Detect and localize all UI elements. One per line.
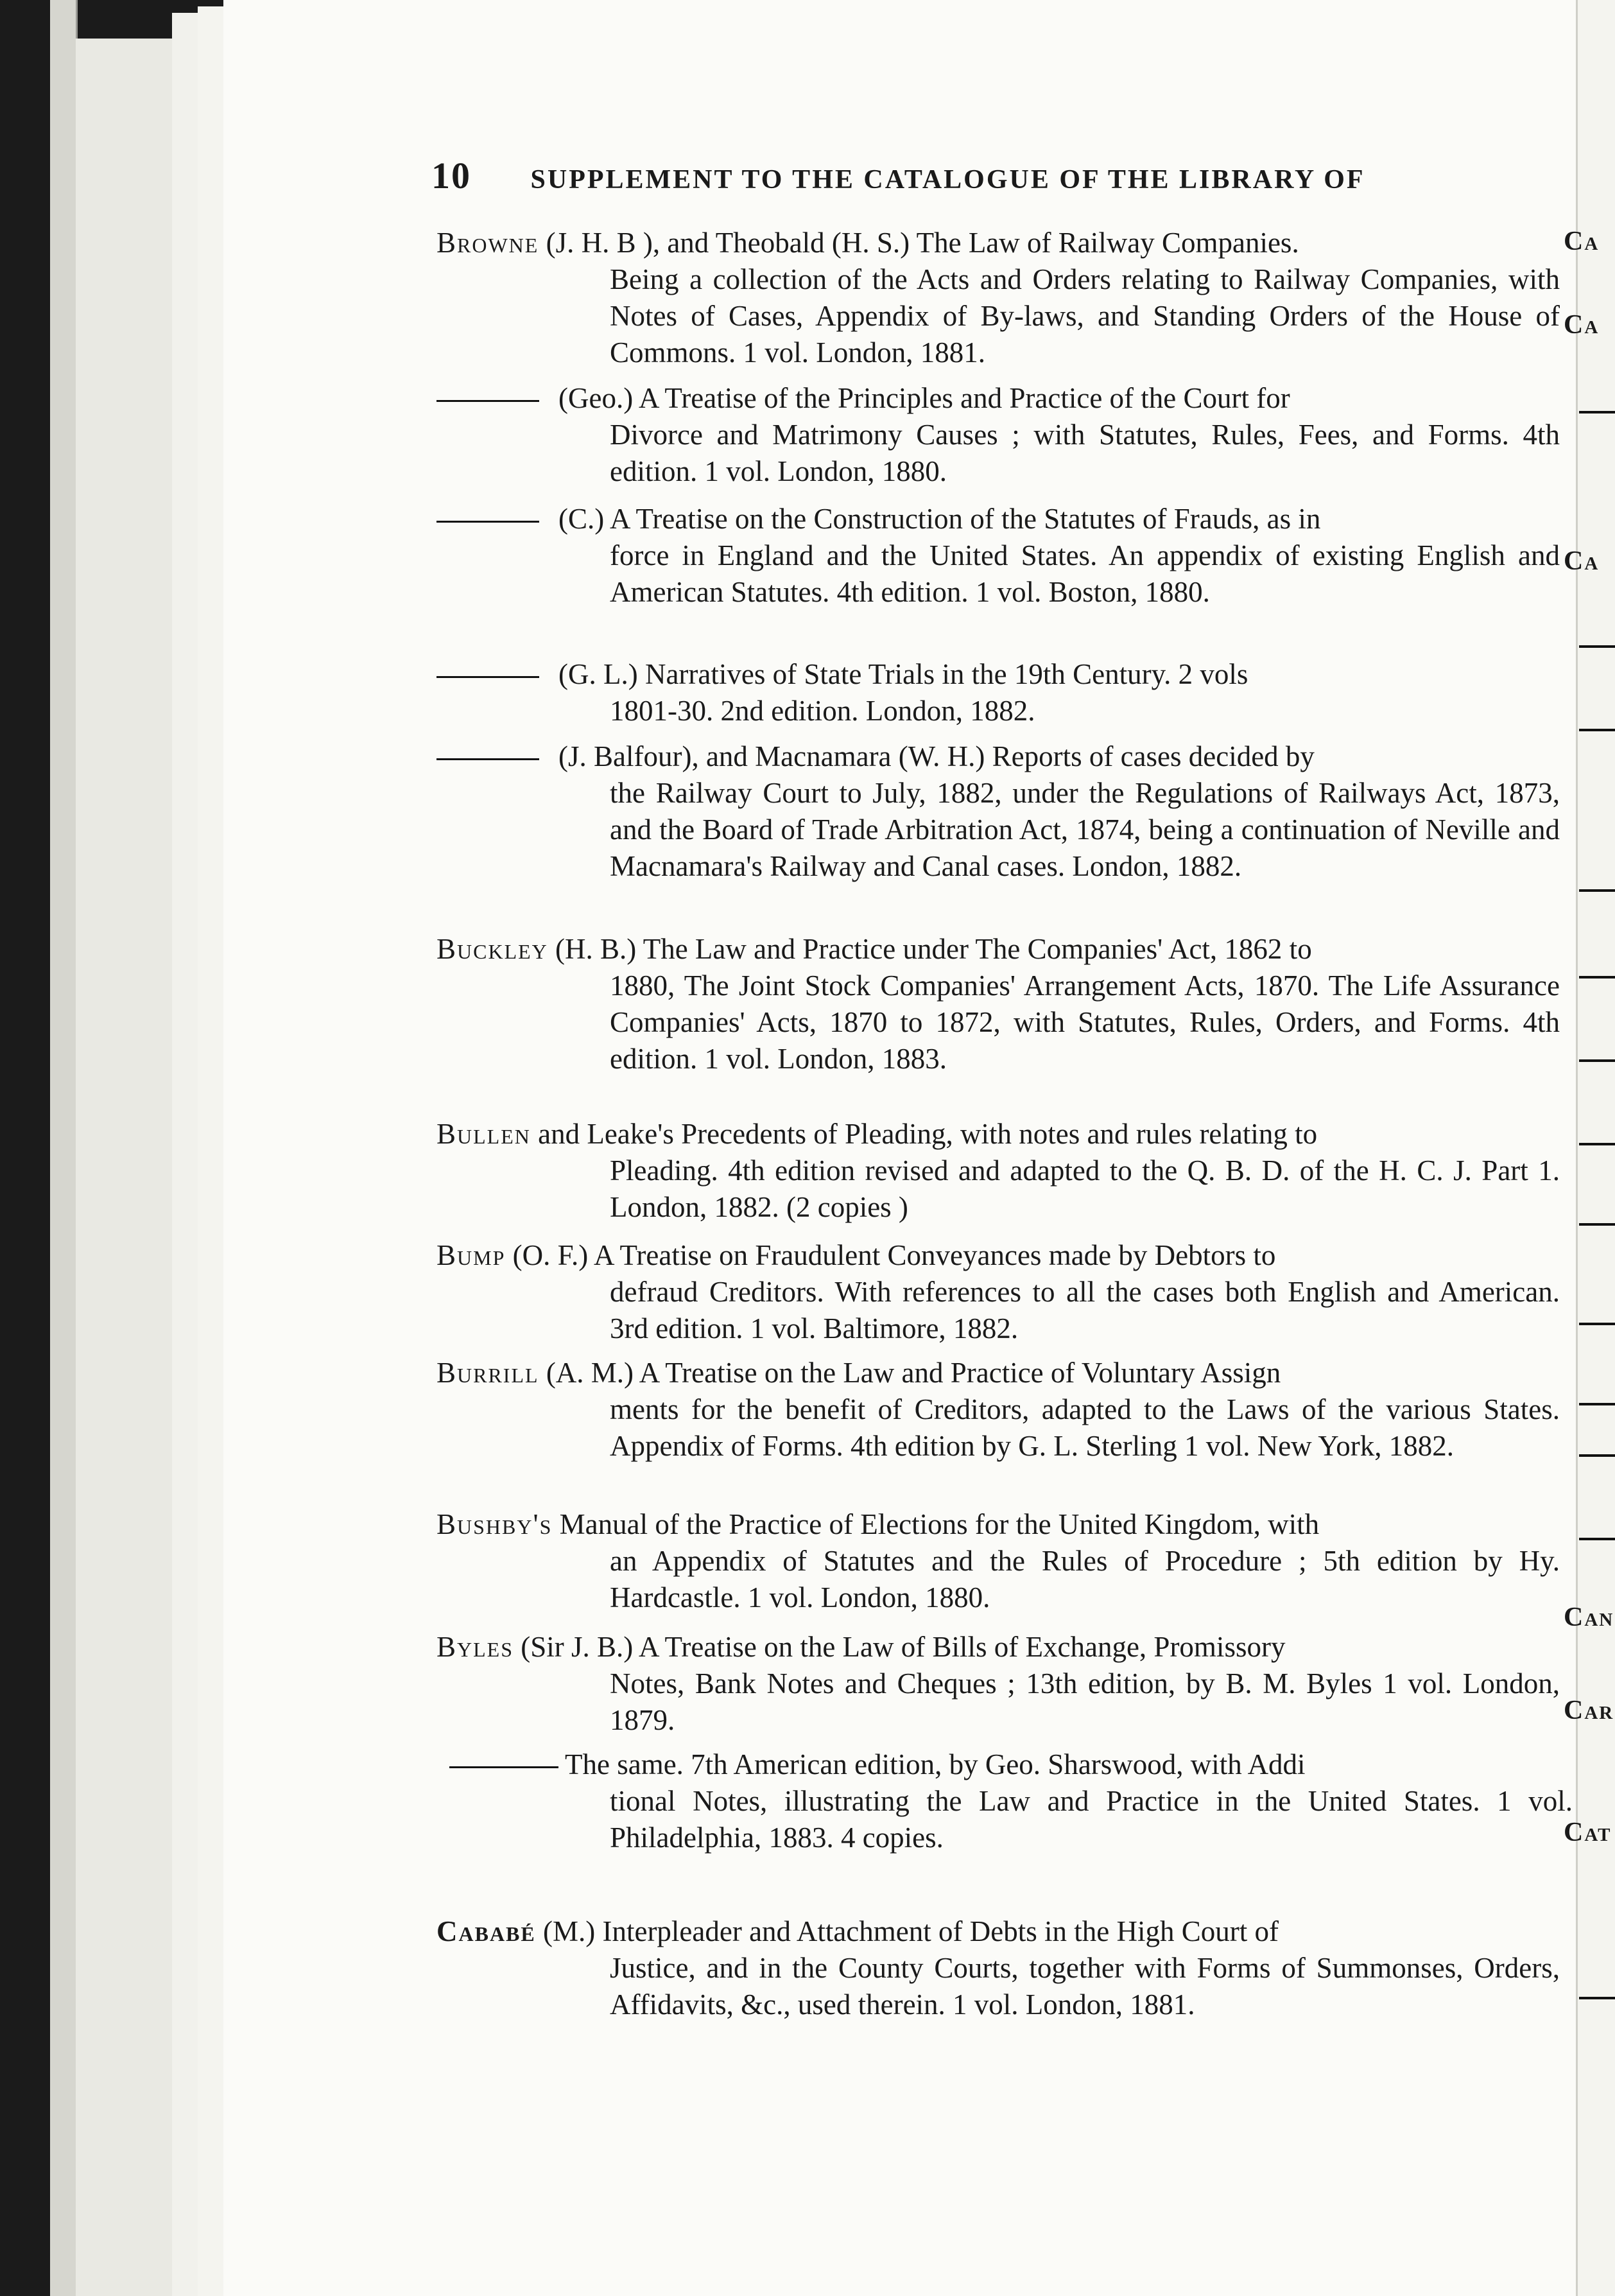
entry-first-line: (Sir J. B.) A Treatise on the Law of Bills of Exchange, Promissory	[514, 1631, 1286, 1663]
catalogue-entry	[436, 1629, 1560, 1739]
facing-page-word: Ca	[1564, 227, 1600, 256]
entry-author: Bushby's	[436, 1508, 553, 1540]
entry-first-line: (M.) Interpleader and Attachment of Debts in the High Court of	[535, 1915, 1279, 1947]
page-edge	[198, 6, 225, 2296]
entry-first-line: (C.) A Treatise on the Construction of the Statutes of Frauds, as in	[558, 503, 1321, 535]
entry-heading	[449, 1746, 1573, 1783]
entry-author: Browne	[436, 227, 539, 259]
entry-heading	[436, 931, 1560, 968]
ditto-dash	[449, 1766, 558, 1768]
entry-first-line: (J. H. B ), and Theobald (H. S.) The Law of Railway Companies.	[539, 227, 1299, 259]
entry-body: Pleading. 4th edition revised and adapted to the Q. B. D. of the H. C. J. Part 1. London, 1882. (2 copies )	[610, 1154, 1560, 1223]
entry-first-line: and Leake's Precedents of Pleading, with notes and rules relating to	[530, 1118, 1318, 1150]
margin-rule	[1579, 1223, 1615, 1226]
ditto-dash	[436, 521, 539, 523]
margin-rule	[1579, 1323, 1615, 1325]
page-edge	[76, 39, 174, 2296]
margin-rule	[1579, 1143, 1615, 1145]
page-edge	[172, 13, 200, 2296]
entry-body: an Appendix of Statutes and the Rules of Procedure ; 5th edition by Hy. Hardcastle. 1 vol. London, 1880.	[610, 1545, 1560, 1613]
entry-author: Buckley	[436, 933, 548, 965]
catalogue-entry	[436, 380, 1560, 490]
facing-page-edge	[1576, 0, 1615, 2296]
ditto-dash	[436, 758, 539, 760]
entry-heading	[436, 380, 1560, 417]
entry-first-line: The same. 7th American edition, by Geo. Sharswood, with Addi	[565, 1748, 1306, 1780]
catalogue-entry	[449, 1746, 1573, 1856]
entry-body: the Railway Court to July, 1882, under the Regulations of Railways Act, 1873, and the Board of Trade Arbitration Act, 1874, being a continuation of Neville and Macnamara's Railway and Canal cases. London, 1882.	[610, 777, 1560, 882]
entry-heading	[436, 656, 1560, 693]
entry-body: defraud Creditors. With references to all the cases both English and American. 3rd edition. 1 vol. Baltimore, 1882.	[610, 1276, 1560, 1344]
margin-rule	[1579, 729, 1615, 731]
catalogue-entry	[436, 656, 1560, 729]
entry-heading	[436, 1913, 1560, 1950]
margin-rule	[1579, 976, 1615, 978]
entry-heading	[436, 1506, 1560, 1543]
entry-body: Notes, Bank Notes and Cheques ; 13th edition, by B. M. Byles 1 vol. London, 1879.	[610, 1667, 1560, 1736]
entry-first-line: (G. L.) Narratives of State Trials in the 19th Century. 2 vols	[558, 658, 1248, 690]
catalogue-entry	[436, 1506, 1560, 1616]
margin-rule	[1579, 1454, 1615, 1457]
catalogue-entry	[436, 1237, 1560, 1347]
entry-body: Justice, and in the County Courts, together with Forms of Summonses, Orders, Affidavits, &c., used therein. 1 vol. London, 1881.	[610, 1952, 1560, 2021]
entry-heading	[436, 1116, 1560, 1152]
entry-author: Bump	[436, 1239, 506, 1271]
catalogue-entry	[436, 931, 1560, 1077]
catalogue-entry	[436, 1116, 1560, 1226]
margin-rule	[1579, 1059, 1615, 1062]
margin-rule	[1579, 1403, 1615, 1405]
catalogue-entry	[436, 1355, 1560, 1465]
header-title: SUPPLEMENT TO THE CATALOGUE OF THE LIBRARY OF	[530, 165, 1365, 195]
entry-body: 1801-30. 2nd edition. London, 1882.	[610, 695, 1035, 727]
entry-body: ments for the benefit of Creditors, adapted to the Laws of the various States. Appendix of Forms. 4th edition by G. L. Sterling 1 vol. New York, 1882.	[610, 1393, 1560, 1462]
margin-rule	[1579, 645, 1615, 648]
entry-first-line: (H. B.) The Law and Practice under The Companies' Act, 1862 to	[548, 933, 1312, 965]
running-header	[431, 154, 1523, 197]
facing-page-word: Cat	[1564, 1818, 1612, 1847]
catalogue-entry	[436, 501, 1560, 611]
facing-page-word: Can	[1564, 1603, 1614, 1632]
entry-first-line: (J. Balfour), and Macnamara (W. H.) Reports of cases decided by	[558, 740, 1315, 772]
catalogue-entry	[436, 738, 1560, 885]
entry-heading	[436, 1629, 1560, 1665]
catalogue-entry	[436, 1913, 1560, 2023]
entry-heading	[436, 225, 1560, 261]
entry-body: Being a collection of the Acts and Orders relating to Railway Companies, with Notes of Cases, Appendix of By-laws, and Standing Orders of the House of Commons. 1 vol. London, 1881.	[610, 263, 1560, 369]
entry-heading	[436, 1237, 1560, 1274]
facing-page-word: Ca	[1564, 546, 1600, 576]
facing-page-word: Ca	[1564, 310, 1600, 340]
page-edge	[50, 0, 78, 2296]
entry-first-line: Manual of the Practice of Elections for the United Kingdom, with	[552, 1508, 1320, 1540]
margin-rule	[1579, 411, 1615, 413]
ditto-dash	[436, 400, 539, 402]
entry-body: force in England and the United States. An appendix of existing English and American Statutes. 4th edition. 1 vol. Boston, 1880.	[610, 539, 1560, 608]
entry-heading	[436, 738, 1560, 775]
margin-rule	[1579, 1997, 1615, 1999]
entry-body: Divorce and Matrimony Causes ; with Statutes, Rules, Fees, and Forms. 4th edition. 1 vol. London, 1880.	[610, 419, 1560, 487]
catalogue-entry	[436, 225, 1560, 371]
entry-first-line: (Geo.) A Treatise of the Principles and Practice of the Court for	[558, 382, 1290, 414]
margin-rule	[1579, 889, 1615, 892]
entry-body: 1880, The Joint Stock Companies' Arrangement Acts, 1870. The Life Assurance Companies' Acts, 1870 to 1872, with Statutes, Rules, Orders, and Forms. 4th edition. 1 vol. London, 1883.	[610, 970, 1560, 1075]
entry-author: Cababé	[436, 1915, 536, 1947]
page-number: 10	[431, 155, 471, 196]
entry-first-line: (A. M.) A Treatise on the Law and Practice of Voluntary Assign	[539, 1357, 1281, 1389]
entry-author: Byles	[436, 1631, 514, 1663]
entry-author: Burrill	[436, 1357, 539, 1389]
entry-heading	[436, 1355, 1560, 1391]
entry-heading	[436, 501, 1560, 537]
margin-rule	[1579, 1538, 1615, 1540]
entry-body: tional Notes, illustrating the Law and Practice in the United States. 1 vol. Philadelphia, 1883. 4 copies.	[610, 1785, 1573, 1854]
ditto-dash	[436, 676, 539, 678]
entry-first-line: (O. F.) A Treatise on Fraudulent Conveyances made by Debtors to	[505, 1239, 1276, 1271]
facing-page-word: Car	[1564, 1696, 1614, 1725]
entry-author: Bullen	[436, 1118, 531, 1150]
